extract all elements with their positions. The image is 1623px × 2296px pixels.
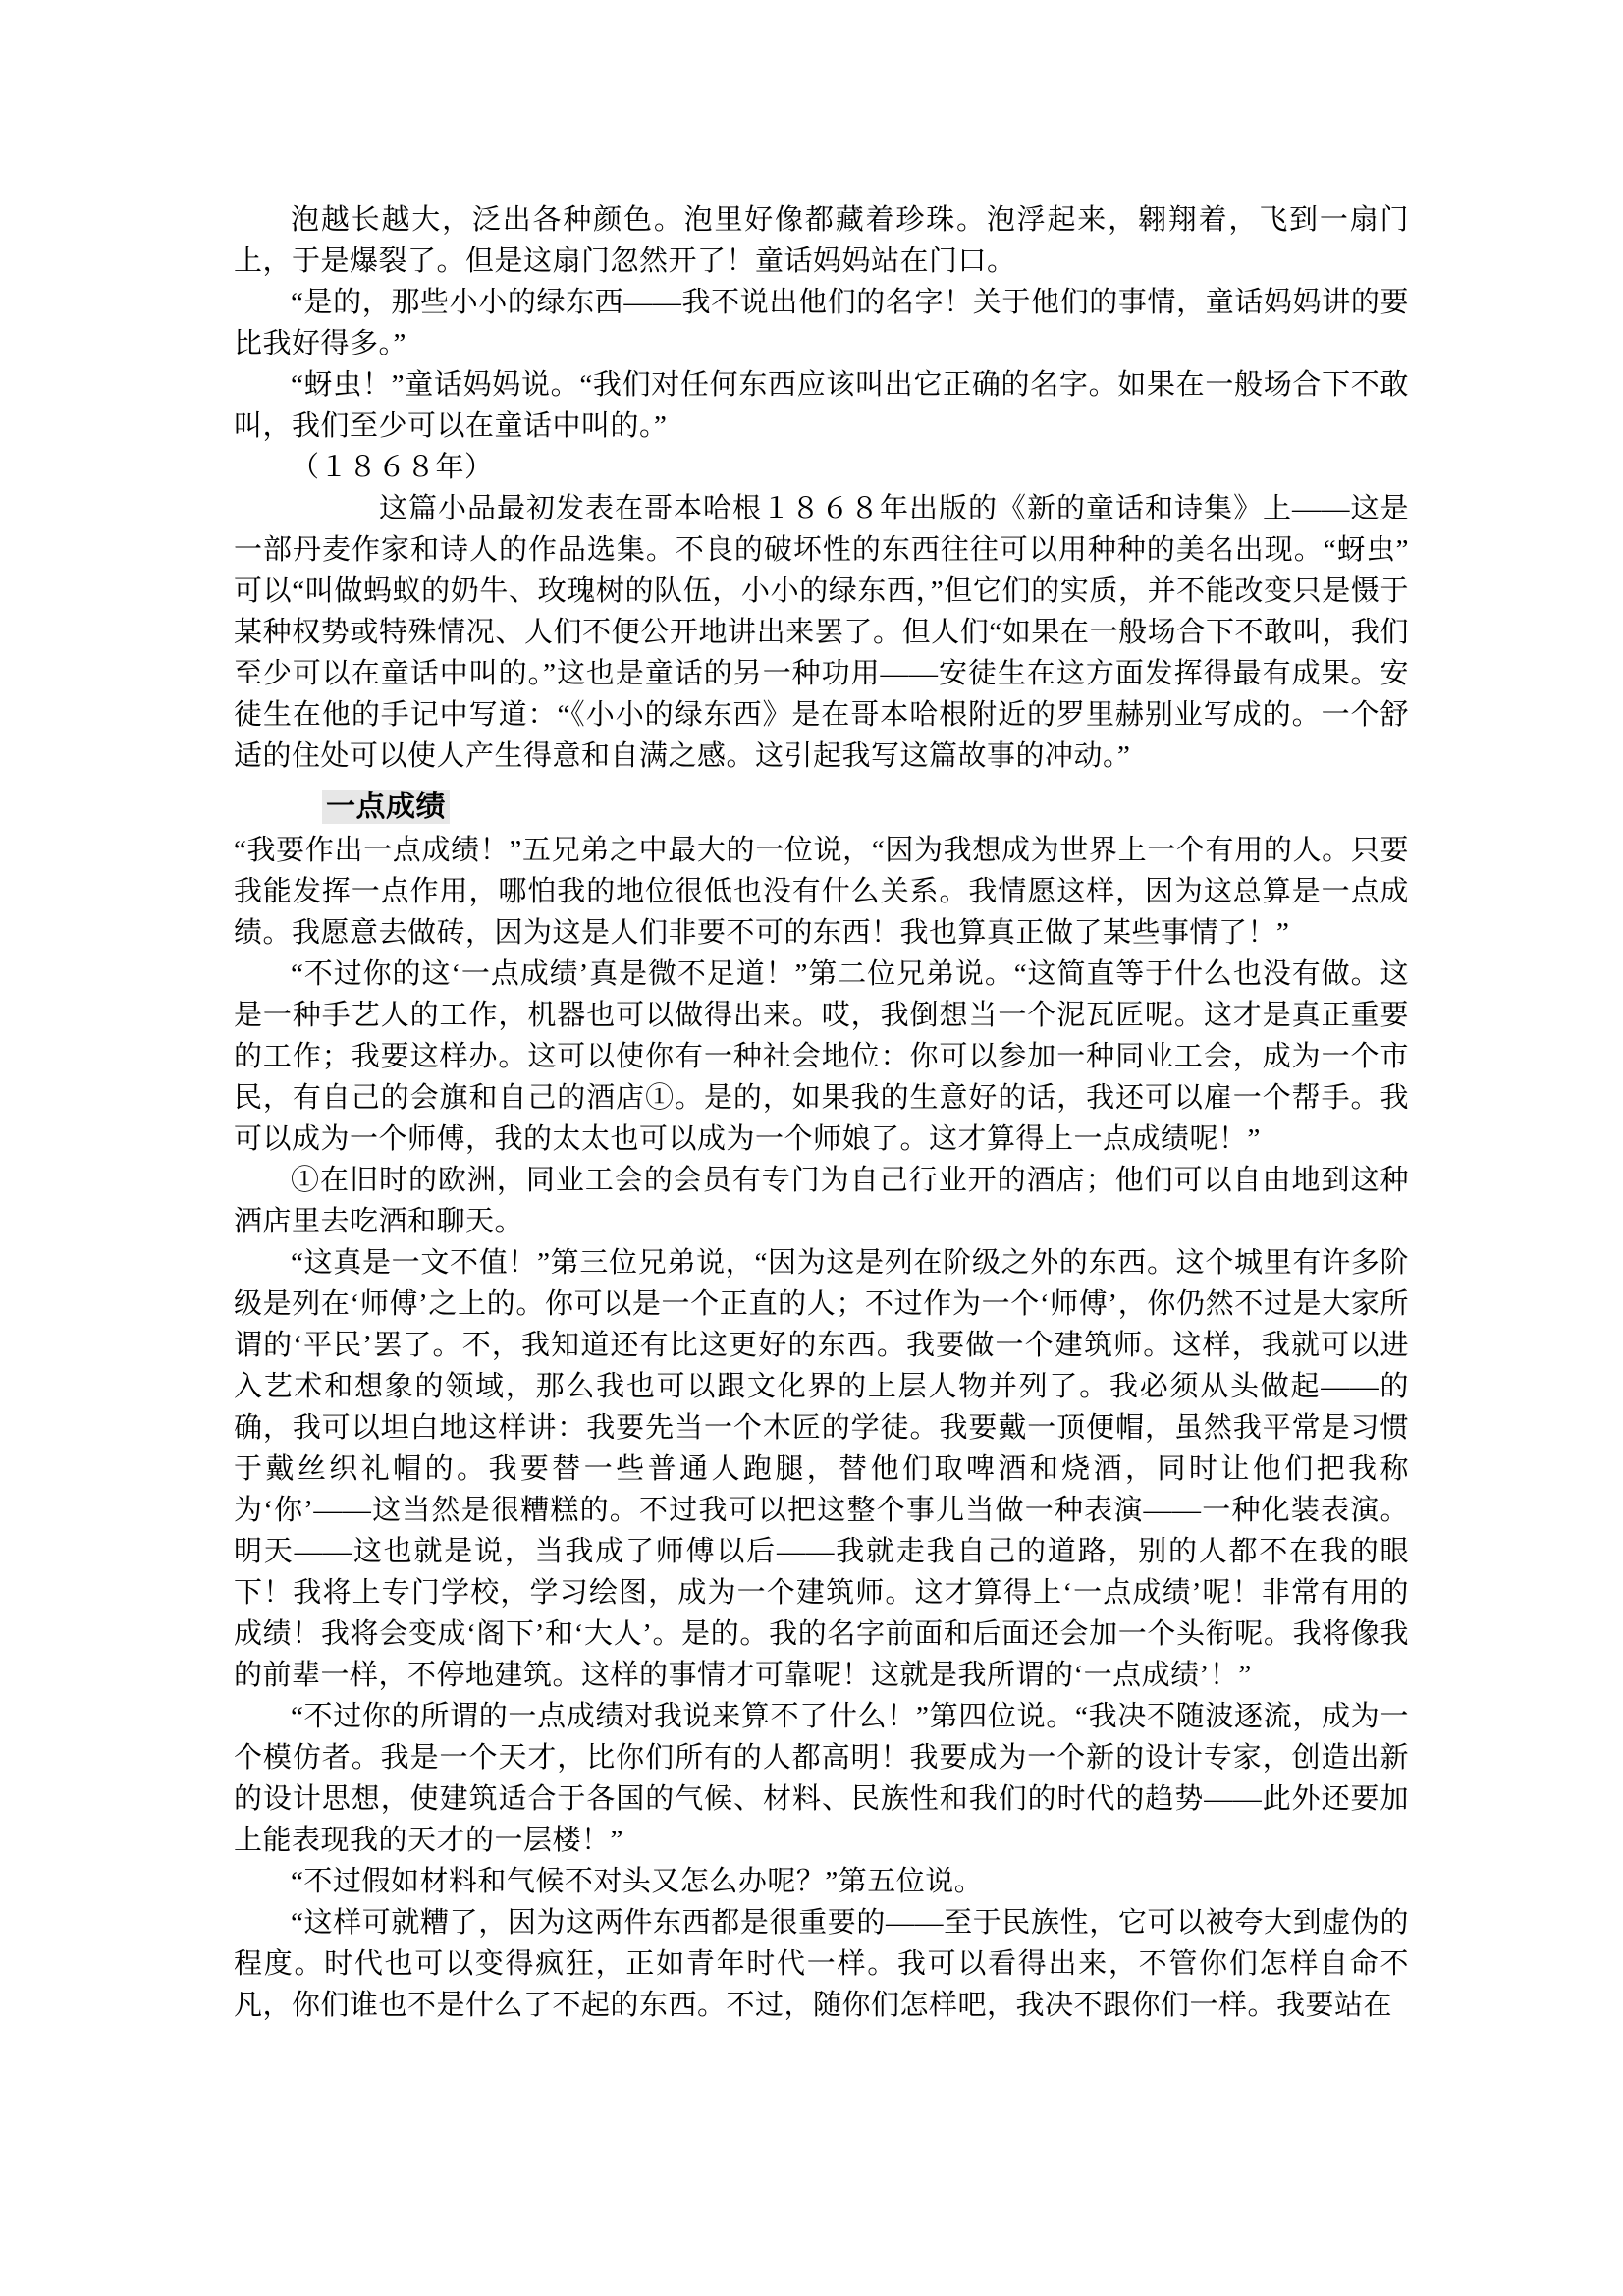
section-heading-text: 一点成绩 <box>322 790 450 824</box>
paragraph-fifth-brother-question: “不过假如材料和气候不对头又怎么办呢？”第五位说。 <box>291 1866 984 1897</box>
paragraph-green-things-quote: “是的，那些小小的绿东西——我不说出他们的名字！关于他们的事情，童话妈妈讲的要比我好得多。” <box>234 287 1409 359</box>
paragraph-soap-bubbles: 泡越长越大，泛出各种颜色。泡里好像都藏着珍珠。泡浮起来，翱翔着，飞到一扇门上，于是爆裂了。但是这扇门忽然开了！童话妈妈站在门口。 <box>234 204 1409 277</box>
paragraph-aphid-quote: “蚜虫！”童话妈妈说。“我们对任何东西应该叫出它正确的名字。如果在一般场合下不敢叫，我们至少可以在童话中叫的。” <box>234 369 1409 442</box>
paragraph-year-1868: （１８６８年） <box>291 452 494 483</box>
paragraph-third-brother: “这真是一文不值！”第三位兄弟说，“因为这是列在阶级之外的东西。这个城里有许多阶级是列在‘师傅’之上的。你可以是一个正直的人；不过作为一个‘师傅’，你仍然不过是大家所谓的‘平民’罢了。不，我知道还有比这更好的东西。我要做一个建筑师。这样，我就可以进入艺术和想象的领域，那么我也可以跟文化界的上层人物并列了。我必须从头做起——的确，我可以坦白地这样讲：我要先当一个木匠的学徒。我要戴一顶便帽，虽然我平常是习惯于戴丝织礼帽的。我要替一些普通人跑腿，替他们取啤酒和烧酒，同时让他们把我称为‘你’——这当然是很糟糕的。不过我可以把这整个事儿当做一种表演——一种化装表演。明天——这也就是说，当我成了师傅以后——我就走我自己的道路，别的人都不在我的眼下！我将上专门学校，学习绘图，成为一个建筑师。这才算得上‘一点成绩’呢！非常有用的成绩！我将会变成‘阁下’和‘大人’。是的。我的名字前面和后面还会加一个头衔呢。我将像我的前辈一样，不停地建筑。这样的事情才可靠呢！这就是我所谓的‘一点成绩’！” <box>234 1247 1409 1691</box>
section-heading <box>322 787 1409 828</box>
paragraph-fourth-brother: “不过你的所谓的一点成绩对我说来算不了什么！”第四位说。“我决不随波逐流，成为一个模仿者。我是一个天才，比你们所有的人都高明！我要成为一个新的设计专家，创造出新的设计思想，使建筑适合于各国的气候、材料、民族性和我们的时代的趋势——此外还要加上能表现我的天才的一层楼！” <box>234 1701 1409 1856</box>
text-block <box>234 199 1409 2026</box>
paragraph-fifth-brother-reply: “这样可就糟了，因为这两件东西都是很重要的——至于民族性，它可以被夸大到虚伪的程度。时代也可以变得疯狂，正如青年时代一样。我可以看得出来，不管你们怎样自命不凡，你们谁也不是什么了不起的东西。不过，随你们怎样吧，我决不跟你们一样。我要站在 <box>234 1907 1409 2021</box>
paragraph-eldest-brother: “我要作出一点成绩！”五兄弟之中最大的一位说，“因为我想成为世界上一个有用的人。只要我能发挥一点作用，哪怕我的地位很低也没有什么关系。我情愿这样，因为这总算是一点成绩。我愿意去做砖，因为这是人们非要不可的东西！我也算真正做了某些事情了！” <box>234 835 1409 949</box>
paragraph-footnote-guild-tavern: ①在旧时的欧洲，同业工会的会员有专门为自己行业开的酒店；他们可以自由地到这种酒店里去吃酒和聊天。 <box>234 1165 1409 1237</box>
paragraph-second-brother: “不过你的这‘一点成绩’真是微不足道！”第二位兄弟说。“这简直等于什么也没有做。这是一种手艺人的工作，机器也可以做得出来。哎，我倒想当一个泥瓦匠呢。这才是真正重要的工作；我要这样办。这可以使你有一种社会地位：你可以参加一种同业工会，成为一个市民，有自己的会旗和自己的酒店①。是的，如果我的生意好的话，我还可以雇一个帮手。我可以成为一个师傅，我的太太也可以成为一个师娘了。这才算得上一点成绩呢！” <box>234 958 1409 1155</box>
paragraph-editor-commentary: 这篇小品最初发表在哥本哈根１８６８年出版的《新的童话和诗集》上——这是一部丹麦作家和诗人的作品选集。不良的破坏性的东西往往可以用种种的美名出现。“蚜虫”可以“叫做蚂蚁的奶牛、玫瑰树的队伍，小小的绿东西，”但它们的实质，并不能改变只是慑于某种权势或特殊情况、人们不便公开地讲出来罢了。但人们“如果在一般场合下不敢叫，我们至少可以在童话中叫的。”这也是童话的另一种功用——安徒生在这方面发挥得最有成果。安徒生在他的手记中写道：“《小小的绿东西》是在哥本哈根附近的罗里赫别业写成的。一个舒适的住处可以使人产生得意和自满之感。这引起我写这篇故事的冲动。” <box>234 493 1409 772</box>
